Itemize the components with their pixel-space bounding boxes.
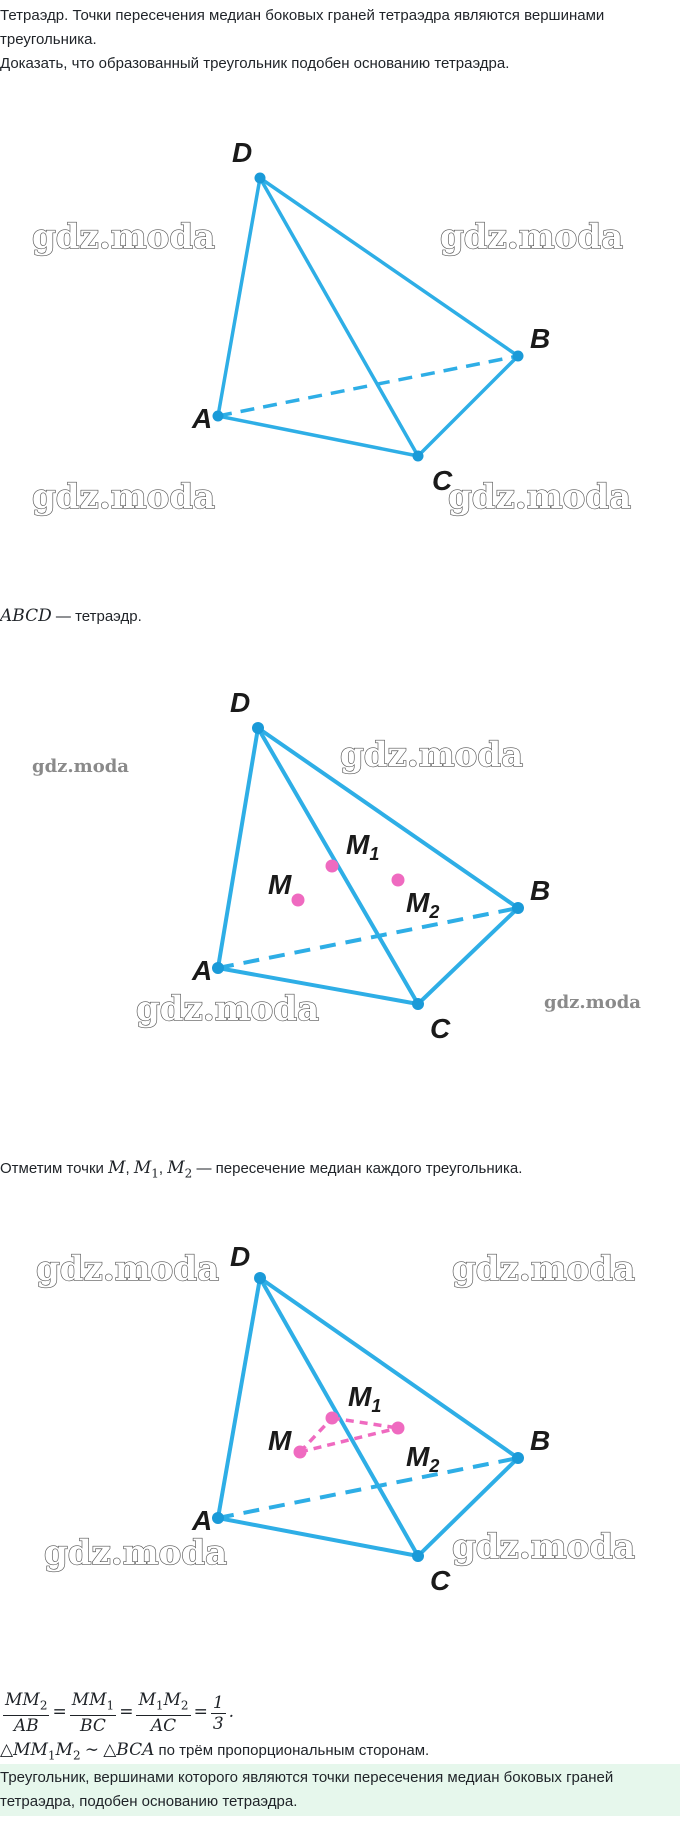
point-M [292,894,305,907]
watermark: gdz.moda [36,1249,220,1289]
label-A: A [192,403,213,434]
ratio-equation: $\frac{MM_2}{AB}$ = $\frac{MM_1}{BC}$ = $\frac{M_1M_2}{AC}$ = $\frac{1}{3}$ . [5,1690,235,1737]
vertices [212,1272,524,1562]
label-D: D [232,137,253,168]
math-M2: $M_2$ [167,1158,193,1181]
step-1-text: — тетраэдр. [51,608,142,625]
math-M1: $M_1$ [133,1158,159,1181]
label-M1: $M_1$ [346,829,380,864]
point-M [294,1446,307,1459]
vertex-B [513,351,524,362]
point-M2 [392,1422,405,1435]
label-A: A [192,1505,213,1536]
conclusion [0,1766,680,1814]
label-C: C [430,1565,451,1596]
watermark: gdz.moda [452,1249,636,1289]
label-M2: $M_2$ [406,887,440,922]
watermark: gdz.moda [340,735,524,775]
vertex-B [512,1452,524,1464]
vertex-D [254,1272,266,1284]
label-B: B [530,1425,551,1456]
vertices [213,173,524,462]
label-M: M [268,869,292,900]
label-B: B [530,323,551,354]
edges [218,1278,518,1556]
conclusion-line-1: Треугольник, вершинами которого являются точки пересечения медиан боковых граней [0,1769,614,1786]
point-M2 [392,874,405,887]
problem-line-2: треугольника. [0,31,97,48]
edge-CB [418,908,518,1004]
fraction-one-third: $\frac{1}{3}$ [212,1692,224,1734]
point-M1 [326,1412,339,1425]
conclusion-line-2: тетраэдра, подобен основанию тетраэдра. [0,1793,298,1810]
vertex-D [252,722,264,734]
watermark: gdz.moda [544,992,641,1013]
figure-tetrahedron-2 [0,680,680,1080]
tetrahedron-2-svg [0,680,680,1080]
fraction-M1M2-AC: $\frac{M_1M_2}{AC}$ [138,1690,189,1737]
vertex-A [212,962,224,974]
edge-DA [218,1278,260,1518]
vertex-D [255,173,266,184]
problem-statement [0,4,680,76]
math-ABCD: ABCD [0,606,52,626]
edge-DB [260,178,518,356]
similarity-statement [0,1738,680,1767]
label-M2: $M_2$ [406,1441,440,1476]
math-M: M [108,1158,126,1178]
tetrahedron-3-svg [0,1238,680,1638]
edge-AC [218,416,418,456]
similar-sign: ∼ [84,1740,100,1760]
triangle-MM1M2: $\triangle MM_1M_2$ [0,1740,81,1763]
step-2: Отметим точки M, $M_1$, $M_2$ — пересечение медиан каждого треугольника. [0,1158,523,1181]
watermark: gdz.moda [32,477,216,517]
label-M: M [268,1425,292,1456]
fraction-MM2-AB: $\frac{MM_2}{AB}$ [5,1690,48,1737]
label-B: B [530,875,551,906]
step-1 [0,604,680,629]
vertex-B [512,902,524,914]
label-A: A [192,955,213,986]
edge-DA [218,728,258,968]
problem-line-3: Доказать, что образованный треугольник подобен основанию тетраэдра. [0,55,510,72]
watermark: gdz.moda [32,756,129,777]
figure-tetrahedron-1 [0,130,680,550]
edge-DC [260,1278,418,1556]
watermark: gdz.moda [452,1527,636,1567]
watermark: gdz.moda [32,217,216,257]
vertex-A [212,1512,224,1524]
label-D: D [230,687,251,718]
problem-line-1: Тетраэдр. Точки пересечения медиан боковых граней тетраэдра являются вершинами [0,7,605,24]
vertex-C [413,451,424,462]
edge-CB [418,356,518,456]
watermark: gdz.moda [448,477,632,517]
point-M1 [326,860,339,873]
label-C: C [432,465,453,496]
vertex-A [213,411,224,422]
label-M1: $M_1$ [348,1381,382,1416]
step-2-suffix: — пересечение медиан каждого треугольника. [192,1160,523,1177]
triangle-BCA: △BCA [103,1740,155,1760]
edge-AC [218,1518,418,1556]
watermark: gdz.moda [44,1533,228,1573]
watermark: gdz.moda [136,989,320,1029]
tetrahedron-1-svg [0,130,680,550]
vertex-C [412,1550,424,1562]
label-C: C [430,1013,451,1044]
label-D: D [230,1241,251,1272]
edge-DA [218,178,260,416]
similarity-text: по трём пропорциональным сторонам. [154,1742,430,1759]
figure-tetrahedron-3 [0,1238,680,1638]
edge-DC [260,178,418,456]
vertex-C [412,998,424,1010]
step-2-prefix: Отметим точки [0,1160,109,1177]
watermark: gdz.moda [440,217,624,257]
fraction-MM1-BC: $\frac{MM_1}{BC}$ [71,1690,115,1737]
